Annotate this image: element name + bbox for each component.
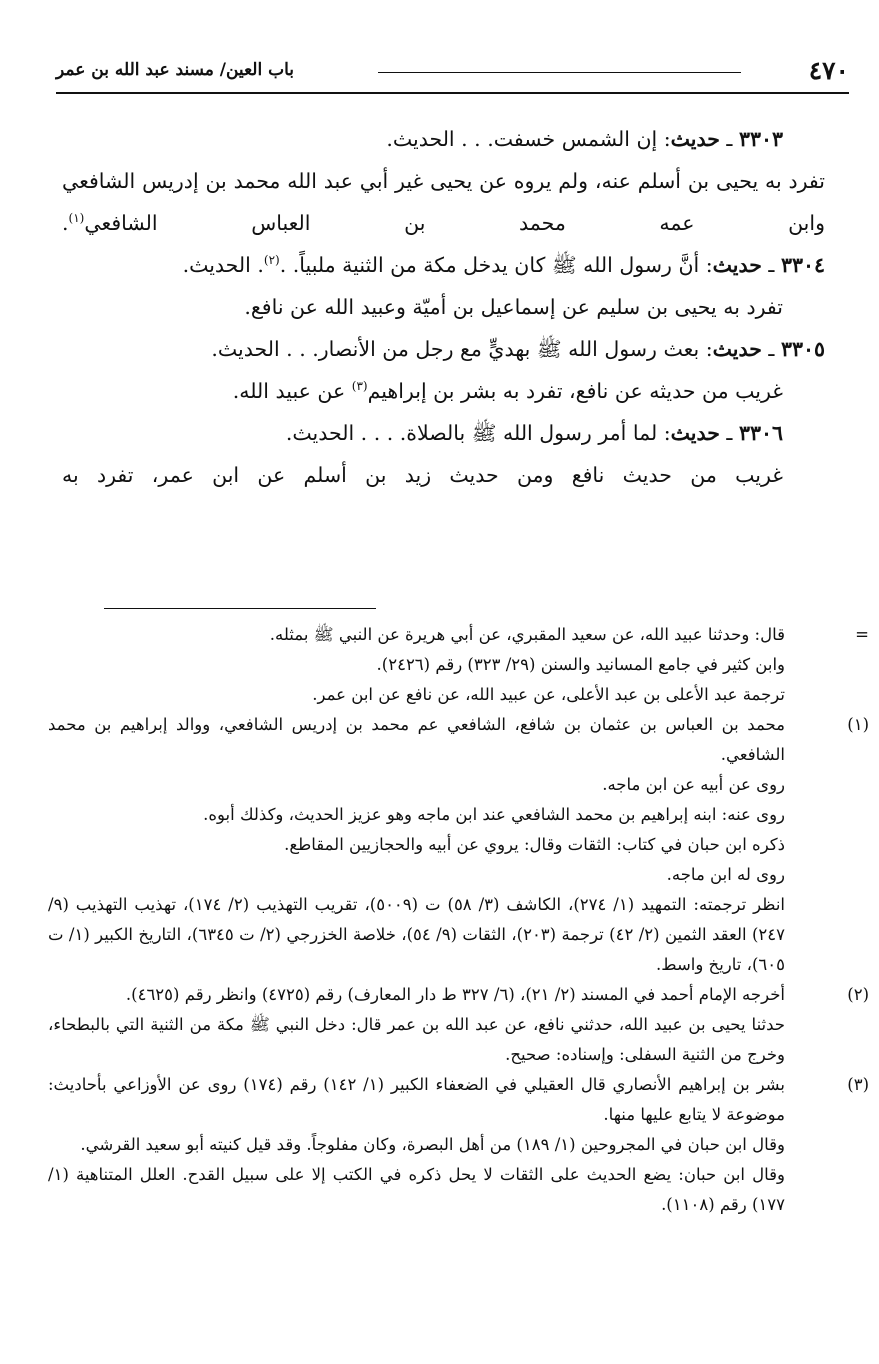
footnote-line: ذكره ابن حبان في كتاب: الثقات وقال: يروي عن أبيه والحجازيين المقاطع.: [284, 835, 785, 854]
footnote-1: [48, 710, 869, 770]
paragraph-text: تفرد به يحيى بن أسلم عنه، ولم يروه عن يحيى غير أبي عبد الله محمد بن إدريس الشافعي وابن عمه محمد بن العباس الشافعي: [62, 169, 825, 235]
hadith-3304: ٣٣٠٤ ـ حديث: أنَّ رسول الله ﷺ كان يدخل مكة من الثنية ملبياً. .$^{(٢)}$. الحديث.: [182, 253, 825, 277]
header-dash: [378, 72, 741, 73]
running-title: باب العين/ مسند عبد الله بن عمر: [56, 60, 294, 80]
footnote-2: [48, 980, 869, 1010]
hadith-label: حديث: [712, 253, 762, 277]
footnote-text: أخرجه الإمام أحمد في المسند (٢/ ٢١)، (٦/ ٣٢٧ ط دار المعارف) رقم (٤٧٢٥) وانظر رقم (٤٦٢٥).: [125, 985, 785, 1004]
hadith-label: حديث: [670, 127, 720, 151]
hadith-number: ٣٣٠٦: [738, 421, 783, 445]
footnote-3: [48, 1070, 869, 1130]
paragraph: [62, 370, 783, 412]
hadith-text: : بعث رسول الله ﷺ بهديٍّ مع رجل من الأنصار. . . الحديث.: [211, 337, 713, 361]
hadith-tail: . الحديث.: [182, 253, 264, 277]
footnote-line: انظر ترجمته: التمهيد (١/ ٢٧٤)، الكاشف (٣/ ٥٨) ت (٥٠٠٩)، تقريب التهذيب (٢/ ١٧٤)، تهذيب التهذيب (٩/ ٢٤٧) العقد الثمين (٢/ ٤٢) ترجمة (٢٠٣)، الثقات (٩/ ٥٤)، خلاصة الخزرجي (٢/ ت ٦٣٤٥)، التاريخ الكبير (١/ ت ٦٠٥)، تاريخ واسط.: [48, 895, 786, 974]
hadith-text: : إن الشمس خسفت. . . الحديث.: [386, 127, 671, 151]
footnote-separator: [104, 608, 376, 609]
paragraph-text: غريب من حديثه عن نافع، تفرد به بشر بن إبراهيم: [367, 379, 783, 403]
footnote-line: وقال ابن حبان: يضع الحديث على الثقات لا يحل ذكره في الكتب إلا على سبيل القدح. العلل المتناهية (١/ ١٧٧) رقم (١١٠٨).: [48, 1165, 785, 1214]
footnote-line: ترجمة عبد الأعلى بن عبد الأعلى، عن عبيد الله، عن نافع عن ابن عمر.: [312, 685, 785, 704]
paragraph-tail: .: [62, 211, 69, 235]
footnote-text: بشر بن إبراهيم الأنصاري قال العقيلي في الضعفاء الكبير (١/ ١٤٢) رقم (١٧٤) روى عن الأوزاعي بأحاديث: موضوعة لا يتابع عليها منها.: [48, 1075, 785, 1124]
hadith-3306: ٣٣٠٦ ـ حديث: لما أمر رسول الله ﷺ بالصلاة. . . . الحديث.: [285, 421, 783, 445]
paragraph-text: غريب من حديث نافع ومن حديث زيد بن أسلم عن ابن عمر، تفرد به: [62, 463, 783, 487]
paragraph-text: تفرد به يحيى بن سليم عن إسماعيل بن أميّة وعبيد الله عن نافع.: [244, 295, 783, 319]
hadith-label: حديث: [712, 337, 762, 361]
hadith-text: : لما أمر رسول الله ﷺ بالصلاة. . . . الحديث.: [285, 421, 671, 445]
hadith-3305: ٣٣٠٥ ـ حديث: بعث رسول الله ﷺ بهديٍّ مع رجل من الأنصار. . . الحديث.: [211, 337, 825, 361]
hadith-number: ٣٣٠٣: [738, 127, 783, 151]
footnote-line: روى له ابن ماجه.: [666, 865, 785, 884]
paragraph-tail: عن عبيد الله.: [232, 379, 352, 403]
hadith-number: ٣٣٠٤: [780, 253, 825, 277]
footnote-line: وابن كثير في جامع المسانيد والسنن (٢٩/ ٣٢٣) رقم (٢٤٢٦).: [376, 655, 785, 674]
footnote-ref[interactable]: (١): [68, 211, 85, 226]
hadith-label: حديث: [670, 421, 720, 445]
footnote-number: (٣): [847, 1075, 869, 1094]
header-rule: [56, 92, 849, 94]
page-number: ٤٧٠: [808, 56, 849, 85]
hadith-number: ٣٣٠٥: [780, 337, 825, 361]
footnote-line: روى عنه: ابنه إبراهيم بن محمد الشافعي عند ابن ماجه وهو عزيز الحديث، وكذلك أبوه.: [203, 805, 785, 824]
hadith-text: : أنَّ رسول الله ﷺ كان يدخل مكة من الثنية ملبياً. .: [279, 253, 713, 277]
footnote-continuation: [48, 620, 869, 650]
footnotes: [48, 620, 869, 1220]
footnote-ref[interactable]: (٣): [351, 379, 368, 394]
main-text: [62, 118, 825, 496]
continuation-mark: =: [855, 625, 869, 644]
paragraph: [62, 454, 783, 496]
footnote-text: قال: وحدثنا عبيد الله، عن سعيد المقبري، عن أبي هريرة عن النبي ﷺ بمثله.: [269, 625, 785, 644]
footnote-number: (١): [847, 715, 869, 734]
running-header: [56, 52, 849, 94]
hadith-3303: ٣٣٠٣ ـ حديث: إن الشمس خسفت. . . الحديث.: [386, 127, 783, 151]
footnote-number: (٢): [847, 985, 869, 1004]
footnote-line: روى عن أبيه عن ابن ماجه.: [602, 775, 785, 794]
paragraph: [62, 160, 825, 244]
paragraph: [62, 286, 783, 328]
footnote-text: محمد بن العباس بن عثمان بن شافع، الشافعي عم محمد بن إدريس الشافعي، ووالد إبراهيم بن محمد الشافعي.: [48, 715, 785, 764]
footnote-line: وقال ابن حبان في المجروحين (١/ ١٨٩) من أهل البصرة، وكان مفلوجاً. وقد قيل كنيته أبو سعيد القرشي.: [80, 1135, 785, 1154]
footnote-line: حدثنا يحيى بن عبيد الله، حدثني نافع، عن عبد الله بن عمر قال: دخل النبي ﷺ مكة من الثنية التي بالبطحاء، وخرج من الثنية السفلى: وإسناده: صحيح.: [48, 1015, 785, 1064]
footnote-ref[interactable]: (٢): [263, 253, 280, 268]
